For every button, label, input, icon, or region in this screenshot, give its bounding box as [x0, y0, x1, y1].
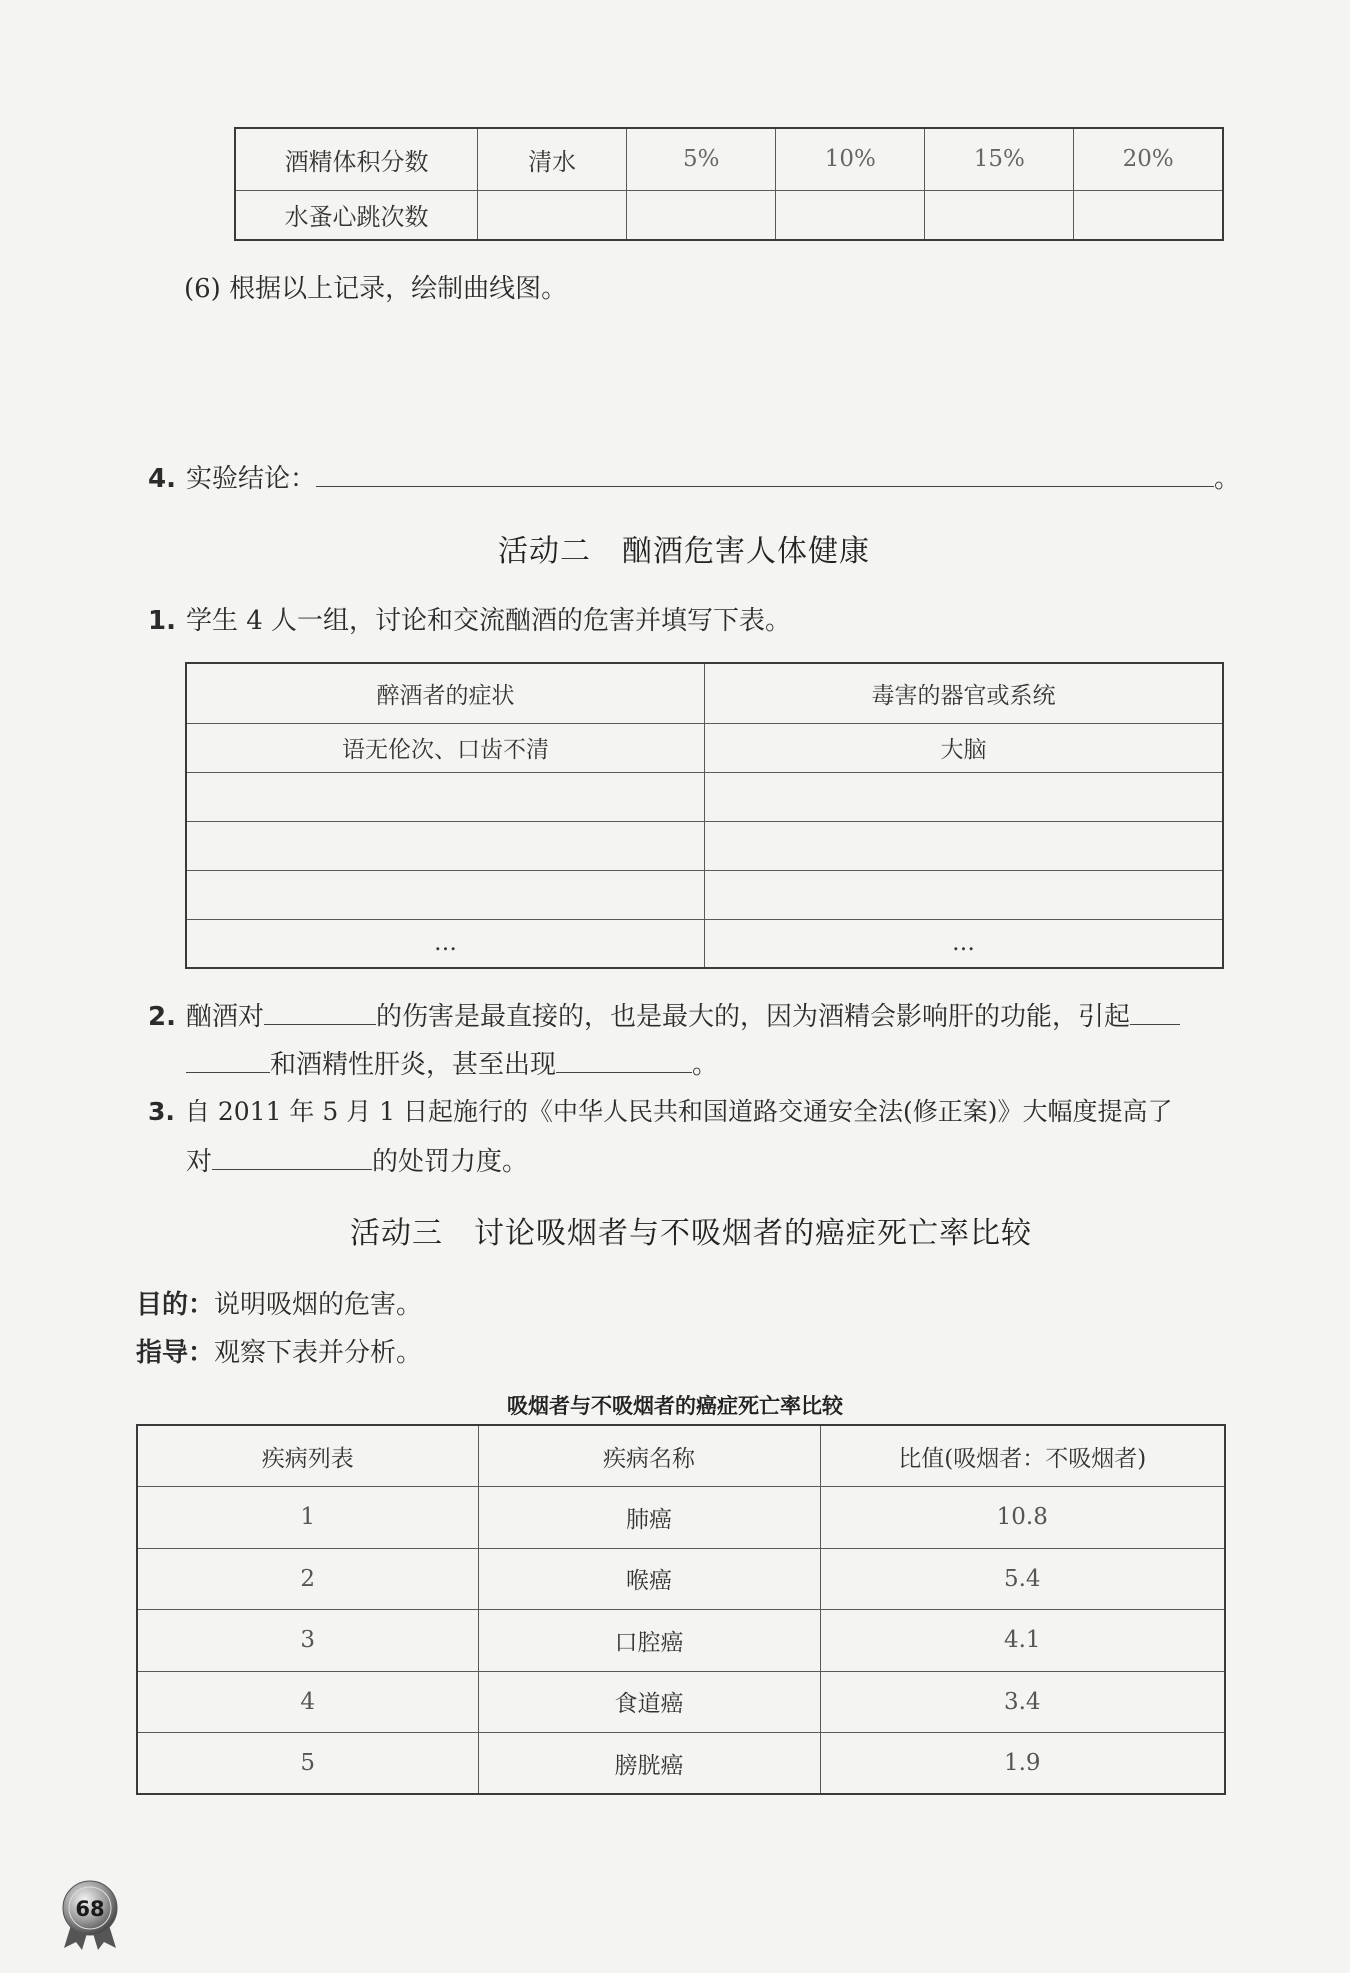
answer-blank[interactable] [556, 1072, 692, 1073]
answer-blank[interactable] [264, 1024, 376, 1025]
purpose-line [136, 1284, 422, 1321]
a2-item-2-line1 [148, 996, 1180, 1033]
table-cell: 20% [1074, 128, 1223, 190]
table-header-row [186, 663, 1223, 723]
table-cell: 5% [627, 128, 776, 190]
purpose-label: 目的： [136, 1290, 215, 1320]
item-end: 。 [1213, 464, 1240, 494]
table-cell-empty[interactable] [186, 772, 705, 821]
table-row [186, 821, 1223, 870]
table-cell-empty[interactable] [627, 190, 776, 240]
item-text: 对 [186, 1147, 213, 1177]
table-row [186, 919, 1223, 968]
table-header-row [137, 1425, 1225, 1487]
table-row [137, 1487, 1225, 1549]
table-cell-empty[interactable] [776, 190, 925, 240]
item-text: 的伤害是最直接的，也是最大的，因为酒精会影响肝的功能，引起 [375, 1002, 1130, 1032]
table-cell-empty[interactable] [1074, 190, 1223, 240]
answer-blank[interactable] [316, 486, 1214, 487]
table-cell: 1 [137, 1487, 478, 1549]
table-row [235, 190, 1223, 240]
item-label: 实验结论： [185, 464, 316, 494]
table-header: 比值(吸烟者：不吸烟者) [820, 1425, 1225, 1487]
table-cell-empty[interactable] [186, 870, 705, 919]
table-cell: 15% [925, 128, 1074, 190]
answer-blank[interactable] [186, 1072, 270, 1073]
guide-text: 观察下表并分析。 [214, 1338, 423, 1368]
a2-item-1 [148, 600, 791, 637]
table-cell: 水蚤心跳次数 [235, 190, 478, 240]
table-cell: 2 [137, 1548, 478, 1610]
table-row [137, 1548, 1225, 1610]
table-cell: 喉癌 [478, 1548, 820, 1610]
table-row [235, 128, 1223, 190]
table-cell: 3 [137, 1610, 478, 1672]
item-number: 2. [148, 1002, 176, 1032]
table-cell-empty[interactable] [478, 190, 627, 240]
table-row [186, 870, 1223, 919]
item-number: 3. [148, 1097, 175, 1126]
table-row [186, 772, 1223, 821]
table-header: 毒害的器官或系统 [705, 663, 1224, 723]
table-cell: 语无伦次、口齿不清 [186, 723, 705, 772]
table-cell: … [186, 919, 705, 968]
item-text: 学生 4 人一组，讨论和交流酗酒的危害并填写下表。 [185, 606, 792, 636]
table-row [137, 1671, 1225, 1733]
activity-3-title: 活动三 讨论吸烟者与不吸烟者的癌症死亡率比较 [350, 1216, 1032, 1251]
table-cell: 膀胱癌 [478, 1733, 820, 1795]
activity-2-title: 活动二 酗酒危害人体健康 [498, 534, 870, 569]
item-number: 1. [148, 606, 176, 636]
table-cell-empty[interactable] [925, 190, 1074, 240]
table-cell: 10.8 [820, 1487, 1225, 1549]
table-cell: 口腔癌 [478, 1610, 820, 1672]
item-text: 和酒精性肝炎，甚至出现 [270, 1050, 557, 1080]
table-cell: 4.1 [820, 1610, 1225, 1672]
table-cell-empty[interactable] [705, 772, 1224, 821]
table-cell: 清水 [478, 128, 627, 190]
item-text: 自 2011 年 5 月 1 日起施行的《中华人民共和国道路交通安全法(修正案)》大幅度提高了 [184, 1097, 1173, 1126]
table-cell-empty[interactable] [705, 870, 1224, 919]
table-header: 醉酒者的症状 [186, 663, 705, 723]
table-row [137, 1610, 1225, 1672]
item-text: 酗酒对 [185, 1002, 264, 1032]
table-cell: 3.4 [820, 1671, 1225, 1733]
item-number: 4. [148, 464, 176, 494]
table-cell: 大脑 [705, 723, 1224, 772]
table-header: 疾病列表 [137, 1425, 478, 1487]
table-cell: … [705, 919, 1224, 968]
a2-item-3-line1 [148, 1092, 1173, 1128]
table-cell: 5 [137, 1733, 478, 1795]
purpose-text: 说明吸烟的危害。 [214, 1290, 423, 1320]
answer-blank[interactable] [212, 1169, 372, 1170]
guide-label: 指导： [136, 1338, 215, 1368]
page-number-badge [60, 1878, 120, 1950]
table-cell: 肺癌 [478, 1487, 820, 1549]
table-row [186, 723, 1223, 772]
table-cell-empty[interactable] [186, 821, 705, 870]
a2-item-3-line2 [186, 1141, 528, 1178]
table-cell: 4 [137, 1671, 478, 1733]
table-caption: 吸烟者与不吸烟者的癌症死亡率比较 [507, 1394, 843, 1418]
table-cell: 酒精体积分数 [235, 128, 478, 190]
a2-item-2-line2 [186, 1044, 718, 1081]
table-cell: 10% [776, 128, 925, 190]
table-row [137, 1733, 1225, 1795]
table-cell: 食道癌 [478, 1671, 820, 1733]
drinking-harm-table [185, 662, 1224, 969]
page-number: 68 [75, 1897, 105, 1921]
table-cell: 5.4 [820, 1548, 1225, 1610]
table-header: 疾病名称 [478, 1425, 820, 1487]
alcohol-concentration-table [234, 127, 1224, 241]
item-text: 的处罚力度。 [372, 1147, 529, 1177]
table-cell-empty[interactable] [705, 821, 1224, 870]
item-text: 。 [692, 1050, 719, 1080]
guide-line [136, 1332, 422, 1369]
ribbon-medal-icon [60, 1878, 120, 1950]
step-6-text: (6) 根据以上记录，绘制曲线图。 [184, 274, 568, 304]
item-4-conclusion [148, 458, 1240, 495]
table-cell: 1.9 [820, 1733, 1225, 1795]
answer-blank[interactable] [1130, 1024, 1180, 1025]
cancer-mortality-table [136, 1424, 1226, 1795]
